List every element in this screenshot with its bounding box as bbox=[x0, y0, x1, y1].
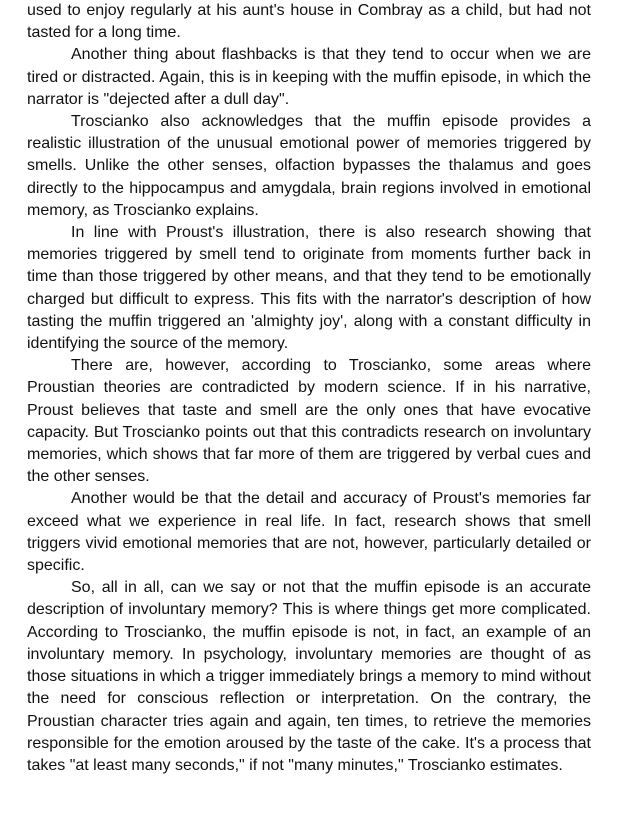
paragraph-involuntary-memory: So, all in all, can we say or not that the muffin episode is an accurate description of involuntary memory? This is where things get more complicated. According to Troscianko, the muffin episode is not, in fact, an example of an involuntary memory. In psychology, involuntary memories are thought of as those situations in which a trigger immediately brings a memory to mind without the need for conscious reflection or interpretation. On the contrary, the Proustian character tries again and again, ten times, to retrieve the memories responsible for the emotion aroused by the taste of the cake. It's a process that takes "at least many seconds," if not "many minutes," Troscianko estimates. bbox=[27, 579, 591, 774]
paragraph-detail-accuracy: Another would be that the detail and accuracy of Proust's memories far exceed what we experience in real life. In fact, research shows that smell triggers vivid emotional memories that are not, however, particularly detailed or specific. bbox=[27, 490, 591, 575]
paragraph-contradictions: There are, however, according to Troscianko, some areas where Proustian theories are contradicted by modern science. If in his narrative, Proust believes that taste and smell are the only ones that have evocative capacity. But Troscianko points out that this contradicts research on involuntary memories, which shows that far more of them are triggered by verbal cues and the other senses. bbox=[27, 357, 591, 486]
paragraph-smell-research: In line with Proust's illustration, there is also research showing that memories triggered by smell tend to originate from moments further back in time than those triggered by other means, and that they tend to be emotionally charged but difficult to express. This fits with the narrator's description of how tasting the muffin triggered an 'almighty joy', along with a constant difficulty in identifying the source of the memory. bbox=[27, 224, 591, 353]
document-body bbox=[27, 0, 591, 777]
paragraph-continued: used to enjoy regularly at his aunt's house in Combray as a child, but had not tasted for a long time. bbox=[27, 2, 591, 42]
paragraph-flashbacks: Another thing about flashbacks is that they tend to occur when we are tired or distracted. Again, this is in keeping with the muffin episode, in which the narrator is "dejected after a dull day". bbox=[27, 46, 591, 108]
paragraph-olfaction: Troscianko also acknowledges that the muffin episode provides a realistic illustration of the unusual emotional power of memories triggered by smells. Unlike the other senses, olfaction bypasses the thalamus and goes directly to the hippocampus and amygdala, brain regions involved in emotional memory, as Troscianko explains. bbox=[27, 113, 591, 219]
